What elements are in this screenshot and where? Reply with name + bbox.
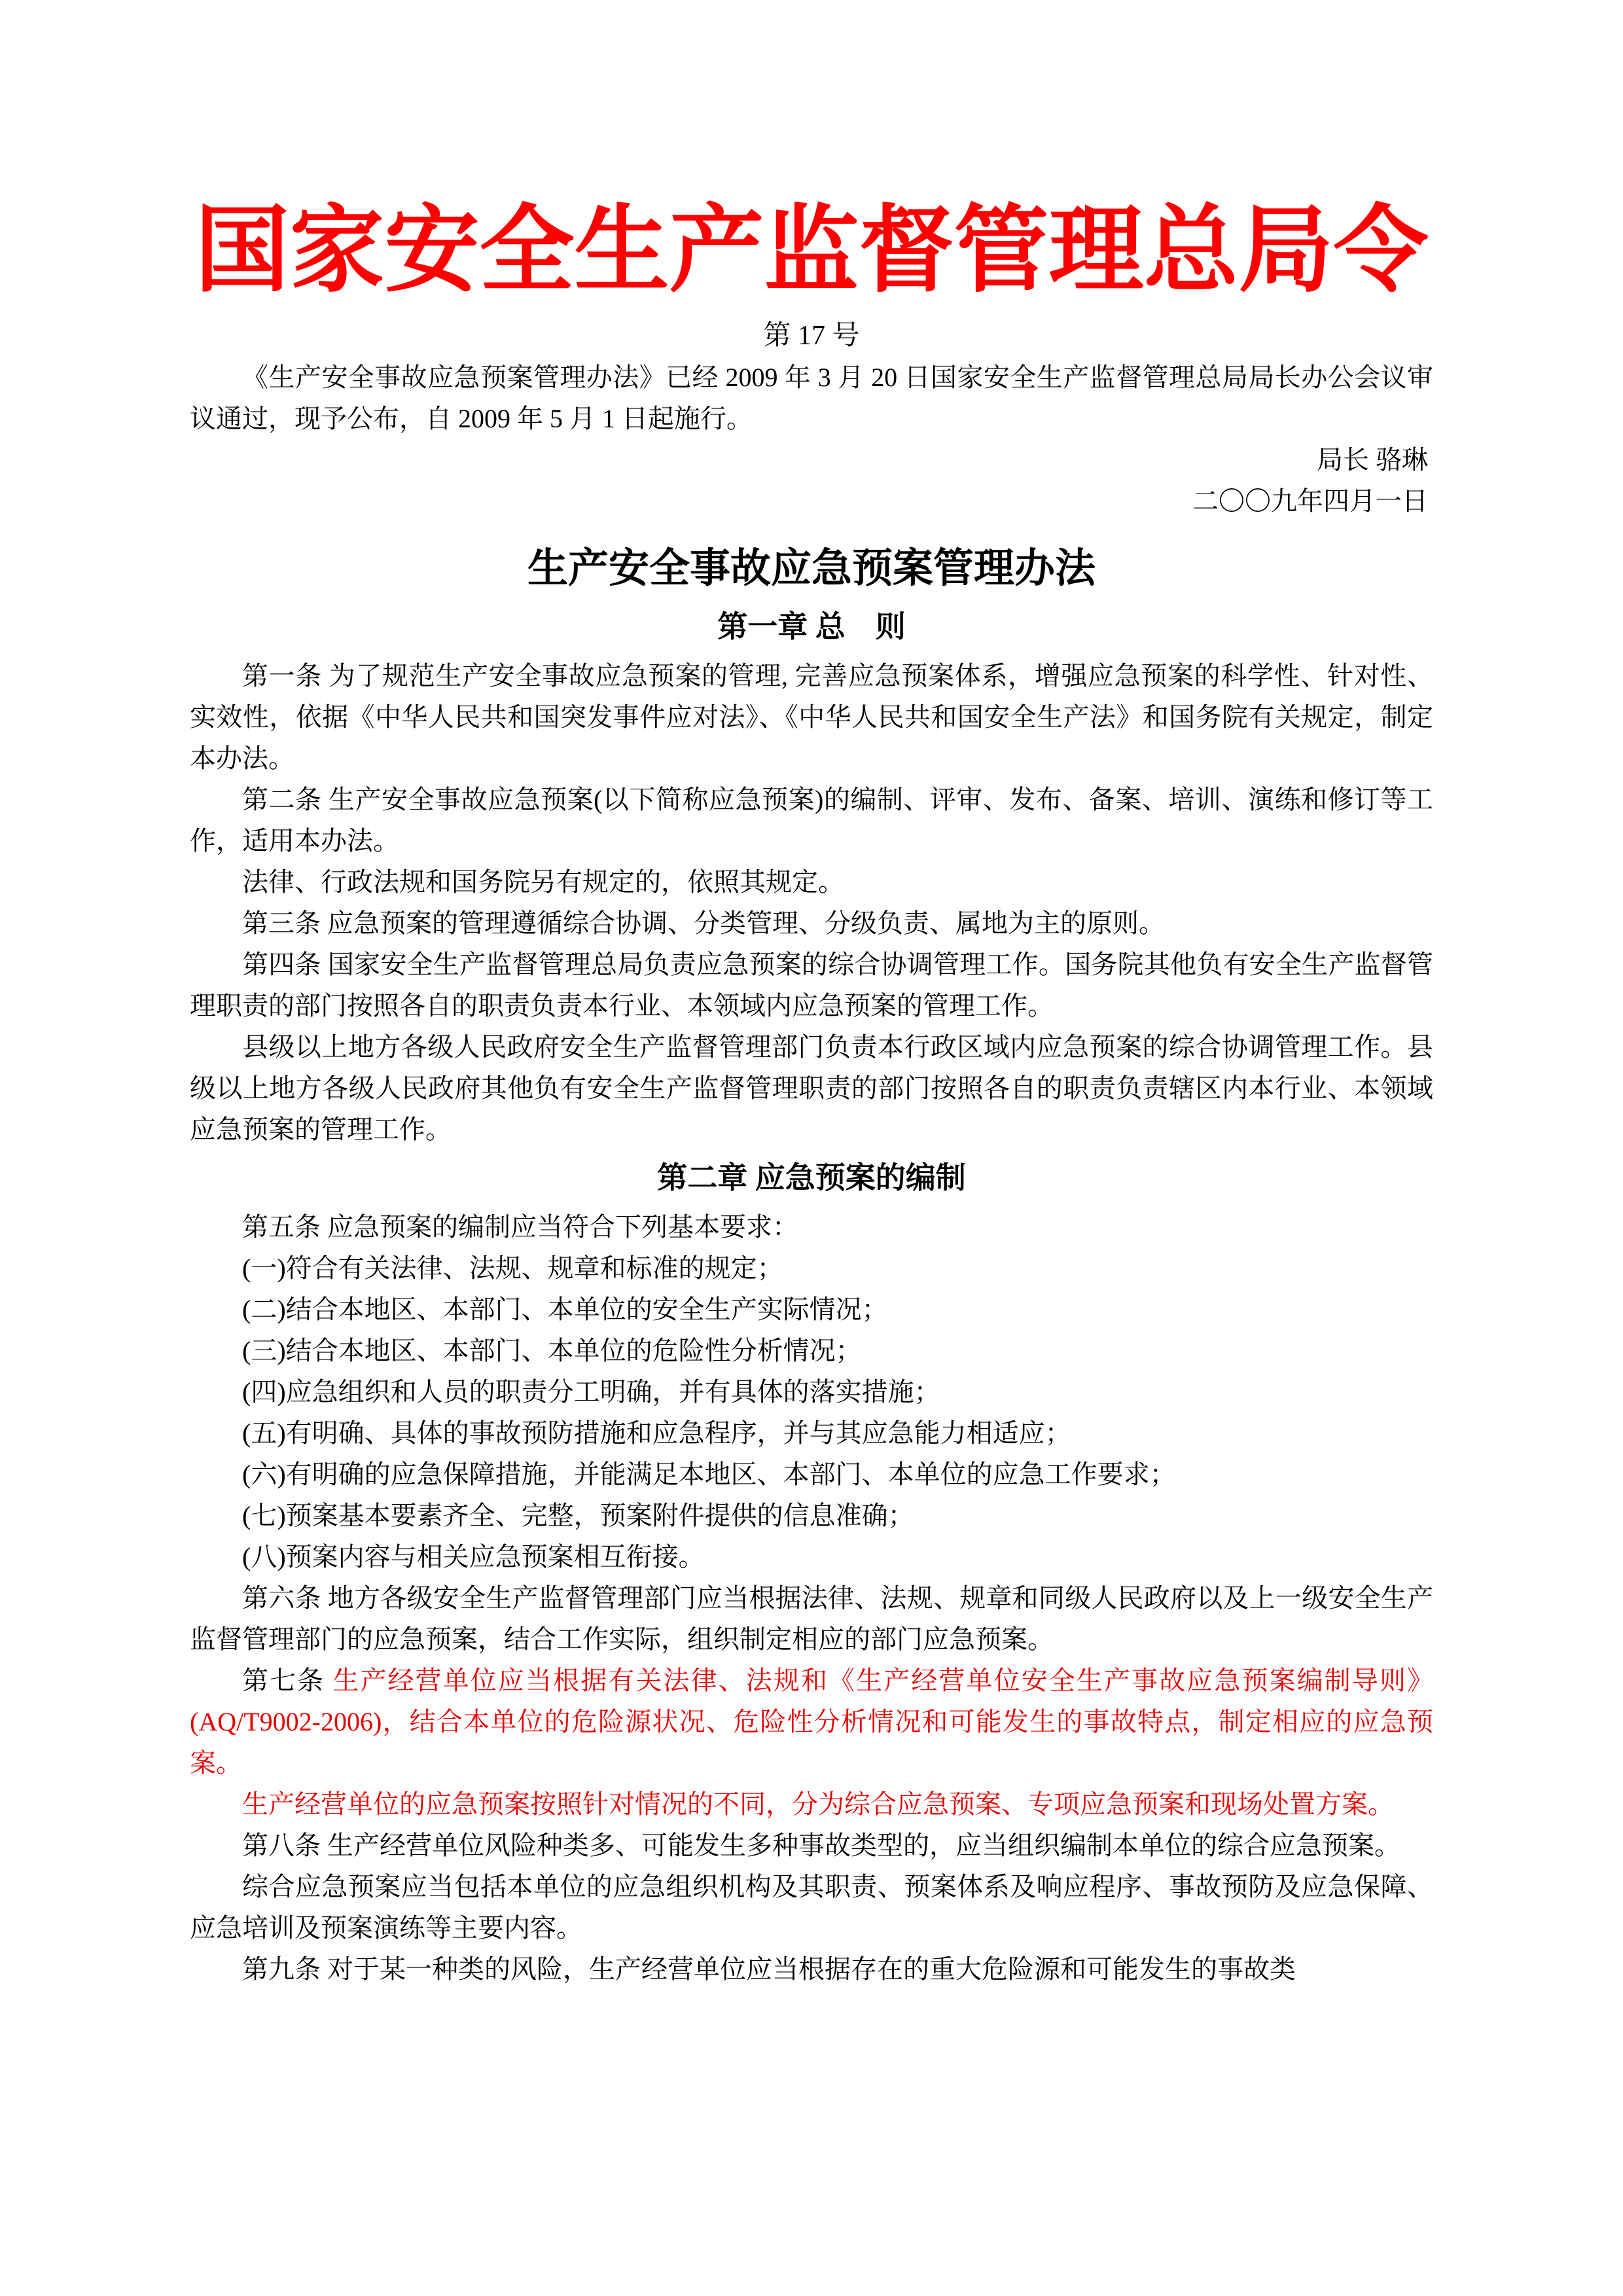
article-5-item-7: (七)预案基本要素齐全、完整，预案附件提供的信息准确； xyxy=(242,1501,914,1530)
article-3: 第三条 应急预案的管理遵循综合协调、分类管理、分级负责、属地为主的原则。 xyxy=(242,908,1165,938)
article-4: 第四条 国家安全生产监督管理总局负责应急预案的综合协调管理工作。国务院其他负有安全生产监督管理职责的部门按照各自的职责负责本行业、本领域内应急预案的管理工作。 xyxy=(190,950,1433,1020)
law-title: 生产安全事故应急预案管理办法 xyxy=(527,547,1096,591)
article-5-item-6: (六)有明确的应急保障措施，并能满足本地区、本部门、本单位的应急工作要求； xyxy=(242,1460,1176,1489)
article-2: 第二条 生产安全事故应急预案(以下简称应急预案)的编制、评审、发布、备案、培训、演练和修订等工作，适用本办法。 xyxy=(190,785,1433,855)
signer-line: 局长 骆琳 xyxy=(1317,445,1428,475)
article-4-supplement: 县级以上地方各级人民政府安全生产监督管理部门负责本行政区域内应急预案的综合协调管理工作。县级以上地方各级人民政府其他负有安全生产监督管理职责的部门按照各自的职责负责辖区内本行业、本领域应急预案的管理工作。 xyxy=(190,1032,1433,1144)
article-1: 第一条 为了规范生产安全事故应急预案的管理, 完善应急预案体系，增强应急预案的科学性、针对性、实效性，依据《中华人民共和国突发事件应对法》、《中华人民共和国安全生产法》和国务院有关规定，制定本办法。 xyxy=(190,661,1433,773)
article-5-item-5: (五)有明确、具体的事故预防措施和应急程序，并与其应急能力相适应； xyxy=(242,1418,1071,1448)
preamble-announcement: 《生产安全事故应急预案管理办法》已经 2009 年 3 月 20 日国家安全生产监督管理总局局长办公会议审议通过，现予公布，自 2009 年 5 月 1 日起施行。 xyxy=(190,363,1433,433)
article-5-item-8: (八)预案内容与相关应急预案相互衔接。 xyxy=(242,1542,705,1571)
article-6: 第六条 地方各级安全生产监督管理部门应当根据法律、法规、规章和同级人民政府以及上一级安全生产监督管理部门的应急预案，结合工作实际，组织制定相应的部门应急预案。 xyxy=(190,1583,1433,1654)
article-7-label: 第七条 xyxy=(242,1666,333,1695)
article-7-supplement-red: 生产经营单位的应急预案按照针对情况的不同，分为综合应急预案、专项应急预案和现场处置方案。 xyxy=(242,1789,1394,1819)
article-5-item-4: (四)应急组织和人员的职责分工明确，并有具体的落实措施； xyxy=(242,1377,940,1407)
chapter-1-heading: 第一章 总 则 xyxy=(717,610,906,643)
article-7 xyxy=(190,1660,1433,1784)
article-8: 第八条 生产经营单位风险种类多、可能发生多种事故类型的，应当组织编制本单位的综合应急预案。 xyxy=(242,1831,1400,1860)
article-5-item-2: (二)结合本地区、本部门、本单位的安全生产实际情况； xyxy=(242,1295,888,1324)
masthead-title: 国家安全生产监督管理总局令 xyxy=(194,199,1429,304)
article-9: 第九条 对于某一种类的风险，生产经营单位应当根据存在的重大危险源和可能发生的事故类 xyxy=(242,1954,1296,1984)
article-8-supplement: 综合应急预案应当包括本单位的应急组织机构及其职责、预案体系及响应程序、事故预防及应急保障、应急培训及预案演练等主要内容。 xyxy=(190,1872,1433,1943)
article-5-item-1: (一)符合有关法律、法规、规章和标准的规定； xyxy=(242,1253,783,1283)
chapter-2-heading: 第二章 应急预案的编制 xyxy=(657,1161,966,1194)
article-7-red-text: 生产经营单位应当根据有关法律、法规和《生产经营单位安全生产事故应急预案编制导则》(AQ/T9002-2006)，结合本单位的危险源状况、危险性分析情况和可能发生的事故特点，制定相应的应急预案。 xyxy=(190,1666,1434,1778)
article-5-item-3: (三)结合本地区、本部门、本单位的危险性分析情况； xyxy=(242,1336,862,1365)
issue-number: 第 17 号 xyxy=(763,321,860,351)
article-5: 第五条 应急预案的编制应当符合下列基本要求： xyxy=(242,1212,798,1242)
date-line: 二〇〇九年四月一日 xyxy=(1192,486,1428,516)
article-2-supplement: 法律、行政法规和国务院另有规定的，依照其规定。 xyxy=(242,867,844,897)
